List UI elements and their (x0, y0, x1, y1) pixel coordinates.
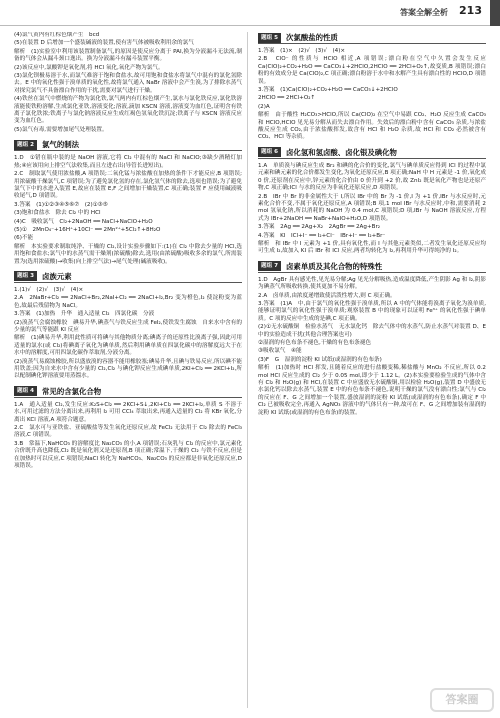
paragraph: 1.(1)√ (2)√ (3)√ (4)× (14, 286, 84, 293)
paragraph: 3.答案 (1)Ca(ClO)₂+CO₂+H₂O ══ CaCO₃↓+2HClO (258, 87, 398, 94)
paragraph: 2.C 氯水可与亚铁盐、亚硫酸盐等发生氧化还原反应,故 FeCl₂ 无法用于 Cl₂ 除去的 FeCl₃ 溶液,C 项错误。 (14, 425, 242, 439)
paragraph: 2.A 卤单质,由浓度递增致使活泼性增大,则 C 项正确。 (258, 292, 396, 299)
section-heading (14, 386, 242, 398)
paragraph: (2)该反应中,氯酸钾是氧化剂,将 HCl 氧化,氧化产物为氯气。 (14, 64, 164, 71)
paragraph: 1.A 单质溴与碘反应生成 Br₂ 和碘的化合价的变化,氯气与碘单质反应得到 ICl 的过程中氯元素和碘元素的化合价都发生变化,为氧化还原反应,B 项正确;NaH 中 H 元素是 -1 价,氧化成 0 价,还原剂在反应中,锌元素的化合价由 0 价升到 +2 价,故 ZnI₂ 既是氧化产物也是还原产物,C 项正确;ICl 与水的反应为非氧化还原反应,D 项错误。 (258, 162, 486, 192)
paragraph: 1.D ①错在瓶中装的是 NaOH 溶液,它将 Cl₂ 中混有的 NaCl 和 NaClO;③缺少酒精灯加热;④应该用向上排空气法收集,而且左进右出(导管长进短出)。 (14, 155, 242, 169)
paragraph: ②湿润的有色布条不褪色,干燥的有色布条褪色 (258, 340, 372, 346)
header-tag: 答案全解全析 (400, 8, 448, 17)
section-badge: 题组 3 (14, 271, 37, 281)
paragraph: 3.答案 (1)①②③④⑤⑥⑦ (2)①③⑤ (14, 201, 108, 208)
paragraph: (5)氯气有毒,需要增加尾气处理装置。 (14, 126, 108, 133)
paragraph: 2.B IBr 中 Br 的非金属性大于 I,所以 IBr 中的 Br 为 -1 价,I 为 +1 价,IBr 与水反应时,元素化合价不变,不属于氧化还原反应,A 项错误;B 项,1 mol IBr 与水反应时,中和,需要消耗 2 mol 氢氧化钠,所以消耗的 NaOH 为 0.4 mol,C 项错误;D 项,IBr 与 NaOH 溶液反应,方程式为 IBr+2NaOH ══ NaBr+NaIO+H₂O,D 项错误。 (258, 193, 486, 222)
paragraph: 解析 (1)碘易升华,利用此性质可将碘与其他物质分离;碘离子的还原性比溴离子强,因此可用适量的氯水(或 Cl₂)将碘离子氧化为碘单质,然后利用碘单质在四氯化碳中的溶解度远大于在水中的溶解度,可用四氯化碳作萃取剂,分液分离。 (14, 335, 242, 357)
paragraph: 解析 (1)实验室中利用该装置制备氯气,的原因是使反应分离于 PAI,换为分液漏斗无法流,制备的气体会从漏斗颈口逸出。换为分液漏斗有漏斗装置平衡。 (14, 48, 242, 63)
section-title: 卤素单质及其化合物的特殊性 (286, 261, 383, 271)
paragraph: ③吸收氯气 ④能 (258, 348, 302, 355)
paragraph: 3.答案 2Ag ══ 2Ag+X₂ 2AgBr ══ 2Ag+Br₂ (258, 224, 381, 231)
section-badge: 题组 4 (14, 386, 37, 396)
section-heading (258, 32, 486, 44)
paragraph: (2)①无水硫酸铜 检验水蒸气 无水氯化钙 除去气体中的水蒸气,防止水蒸气对装置 D、E 中的实验造成干扰(其他合理答案也可) (258, 324, 486, 338)
paragraph: 2.C 制取氯气使用浓盐酸,A 项错误;二氧化锰与浓盐酸在加热的条件下才能反应,B 项错误;用浓硫酸干燥氯气,C 项错误;为了避免氯化氢的存在,氯化氢气体的除去,选项也错误;为了避免氯气下中的水进入装置 E,故应在装置 E,F 之间增加干燥装置,C 项正确;装置 F 应使用碱液吸收尾气,D 项错误。 (14, 171, 242, 200)
section-title: 卤族元素 (42, 271, 72, 281)
paragraph: (2)溴蒸气会腐蚀橡胶 碘易升华,碘蒸气与铁反应生成 FeI₂,使铁发生腐蚀 自来水中含有的少量的氯气等能跟 KI 反应 (14, 319, 242, 333)
paragraph: 解析 本实验要求制取纯净、干燥的 Cl₂,设计实验步骤如下:(1)在 Cl₂ 中除去少量的 HCl,选用饱和食盐水;氯气中的水蒸气需干燥剂(浓硫酸)除去,选用(由浓硫酸)吸收多余的氯气,所需装置为(选用浓硫酸)→收集(向上排空气法)→尾气处理(碱液吸收)。 (14, 243, 242, 265)
paragraph: 2.B ClO⁻ 的性质与 HClO 相近,A 项错误;漂白粉在空气中久置会发生反应 Ca(ClO)₂+CO₂+H₂O ══ CaCO₃↓+2HClO,2HClO ══ 2HCl+O₂↑,故变质,B 项错误;漂白粉的有效成分是 Ca(ClO)₂,C 项正确;漂白粉溶于水中和水解产生具有漂白性的 HClO,D 项错误。 (258, 56, 486, 85)
paragraph: (4)铁丝在氯气中燃烧的产物为氯化铁,氯气两内有红棕色烟产生,氯水与氯化铁反应,氯化铁溶液能使铁粉溶解,生成氯化亚铁,溶液变化;溶液,滴加 KSCN 溶液,溶液变为血红色,证明含有铁离子氯化铁浓;铁离子与氯化钠溶液反应生成红褐色氢氧化铁沉淀;铁离子与 KSCN 溶液反应变为血红色。 (14, 96, 242, 125)
paragraph: 2.A 2NaBr+Cl₂ ══ 2NaCl+Br₂,2NaI+Cl₂ ══ 2NaCl+I₂,Br₂ 变为橙色,I₂ 使淀粉变为蓝色,故最后残留物为 NaCl。 (14, 295, 242, 309)
paragraph: 解析 由于酸性 H₂CO₃>HClO,所以 Ca(ClO)₂ 在空气中易跟 CO₂、H₂O 反应生成 CaCO₃ 和 HClO,HClO 见光易分解从而失去漂白作用。失效后的漂白粉中含有 CaCO₃ 杂质,与浓盐酸反应生成 CO₂,由于浓盐酸挥发,故含有 HCl 和 H₂O 杂质,故 HCl 和 CO₂ 必然被含有 CO₂、HCl 等杂质。 (258, 112, 486, 141)
paragraph: (5)① 2MnO₄⁻+16H⁺+10Cl⁻ ══ 2Mn²⁺+5Cl₂↑+8H₂O (14, 226, 161, 233)
paragraph: (3)氯化钡极易溶于水,而氯气难溶于饱和食盐水,故可用饱和食盐水将氯气中混有的氯化氢除去。E 中的氧化性强于溴单质的氧化性,故将氯气通入 NaBr 溶液中会产生溴,为了排除水蒸气对探究氯气不具备漂白作用的干扰,需要对氯气进行干燥。 (14, 73, 242, 94)
paragraph: 解析 和 IBr 中 I 元素为 +1 价,具有氧化性,而 I 与其他元素类似,二者发生氧化还原反应均可生成 I₂,故加入 KI 后 IBr 和 ICl 反应,两者均转化为 I₂,再利用升华可得纯净的 I₂。 (258, 240, 486, 255)
section-badge: 题组 5 (258, 33, 281, 43)
watermark-stamp: 答案圈 (430, 688, 494, 712)
paragraph: 1.A 通入适量 Cl₂,发生反应:K₂S+Cl₂ ══ 2KCl+S↓,2KI+Cl₂ ══ 2KCl+I₂,单质 S 不溶于水,可用过滤的方法分离出来,再利用 I₂ 可用 CCl₄ 萃取出来,再通入适量的 Cl₂ 将 KBr 氧化,分离出 KCl 溶液,A 项符合题意。 (14, 401, 242, 423)
right-column (258, 32, 486, 712)
paragraph: 3.B 常温下,NaHCO₃ 的溶解度比 Na₂CO₃ 的小,A 项错误;石灰乳与 Cl₂ 的反应中,氯元素化合价既升高也降低,Cl₂ 既是氧化剂又是还原剂,B 项正确;常温下,干燥的 Cl₂ 与铁不反应,但是在加热时可以反应,C 项错误;NaCl 转化为 NaHCO₃、Na₂CO₃ 的反应都是非氧化还原反应,D 项错误。 (14, 440, 242, 470)
paragraph: (4)C 吸收氯气 Cl₂+2NaOH ══ NaCl+NaClO+H₂O (14, 218, 153, 225)
page-header (0, 0, 500, 26)
paragraph: 2HClO ══ 2HCl+O₂↑ (258, 95, 316, 102)
paragraph: 3.答案 (1)加热 升华 通入适量 Cl₂ 四氯化碳 分液 (14, 311, 155, 318)
paragraph: 1.D AgBr 具有感光性,见光易分解;Ag 见光分解吸热,造成温度降低,产生阴影 Ag 和 I₂,阴影为碘蒸气所吸收转换,使其更加不易分解。 (258, 276, 486, 291)
paragraph: (2)溴蒸气易腐蚀橡胶,所以盛放溴的容器不能用橡胶塞;碘易升华,且碘与铁易反应,所以碘不能用铁盖;因为自来水中含有少量的 Cl₂,Cl₂ 与碘化钾反应生成碘单质,2KI+Cl₂ ══ 2KCl+I₂,所以配制碘化钾溶液要用蒸馏水。 (14, 358, 242, 380)
section-badge: 题组 6 (258, 147, 281, 157)
edge-stripe (490, 0, 500, 26)
left-column (14, 32, 242, 712)
section-title: 氯气的制法 (42, 140, 79, 150)
section-heading (258, 261, 486, 273)
section-heading (14, 271, 242, 283)
section-heading (258, 147, 486, 159)
paragraph: 4.答案 KI ICl+I⁻ ══ I₂+Cl⁻ IBr+I⁻ ══ I₂+Br⁻ (258, 232, 386, 239)
section-title: 常见的含氯化合物 (42, 386, 102, 396)
section-title: 卤化氢和氢卤酸、卤化银及碘化物 (286, 147, 397, 157)
section-badge: 题组 2 (14, 140, 37, 150)
paragraph: (3)F G 湿润的淀粉 KI 试纸(或湿润的有色布条) (258, 356, 382, 363)
paragraph: 解析 (1)加热时 HCl 挥发,且随着反应的进行盐酸变稀,稀盐酸与 MnO₂ 不反应,所以 0.2 mol HCl 反应生成的 Cl₂ 少于 0.05 mol,即少于 1.12 L。(2)本实验要检验生成的气体中含有 Cl₂ 和 H₂O(g) 和 HCl,在装置 C 中应盛放无水硫酸铜,用以检验 H₂O(g),装置 D 中盛放无水氯化钙以除去水蒸气,装置 E 中的有色布条不褪色,说明干燥的氯气没有漂白性;氯气与 Cl₂ 的反应在 F、G 之间增加一个装置,盛放湿润的淀粉 KI 试纸(或湿润的有色布条),确定 F 中 Cl₂ 已被吸收完全,再通入 AgNO₃ 溶液中的气体只有一种,故可在 F、G 之间增加装有湿润的淀粉 KI 试纸(或湿润的有色布条)的装置。 (258, 365, 486, 416)
section-badge: 题组 7 (258, 261, 281, 271)
paragraph: (3)饱和食盐水 除去 Cl₂ 中的 HCl (14, 210, 101, 217)
paragraph: 1.答案 (1)× (2)√ (3)√ (4)× (258, 48, 346, 54)
paragraph: (2)A (258, 103, 270, 110)
paragraph: (6)不能 (14, 235, 34, 242)
paragraph: (5)在装置 D 后增加一个盛装碱液的装置,使有害气体被吸收利用余的氯气 (14, 40, 194, 47)
paragraph: (4)氯气黄内有红棕色烟产生 bcd (14, 32, 100, 38)
section-heading (14, 139, 242, 151)
page-number: 213 (459, 4, 482, 17)
section-title: 次氯酸盐的性质 (286, 32, 338, 42)
paragraph: 3.答案 (1)A 中,由于氯气的氧化性强于溴单质,所以 A 中的气体能将溴离子氧化为溴单质,能够证明氯气的氧化性强于溴单质;观察装置 B 中的现象可以证明 Fe³⁺ 的氧化性强于碘单质。C 项的反应中生成的是碘,C 项正确。 (258, 300, 486, 322)
column-divider (247, 32, 248, 708)
